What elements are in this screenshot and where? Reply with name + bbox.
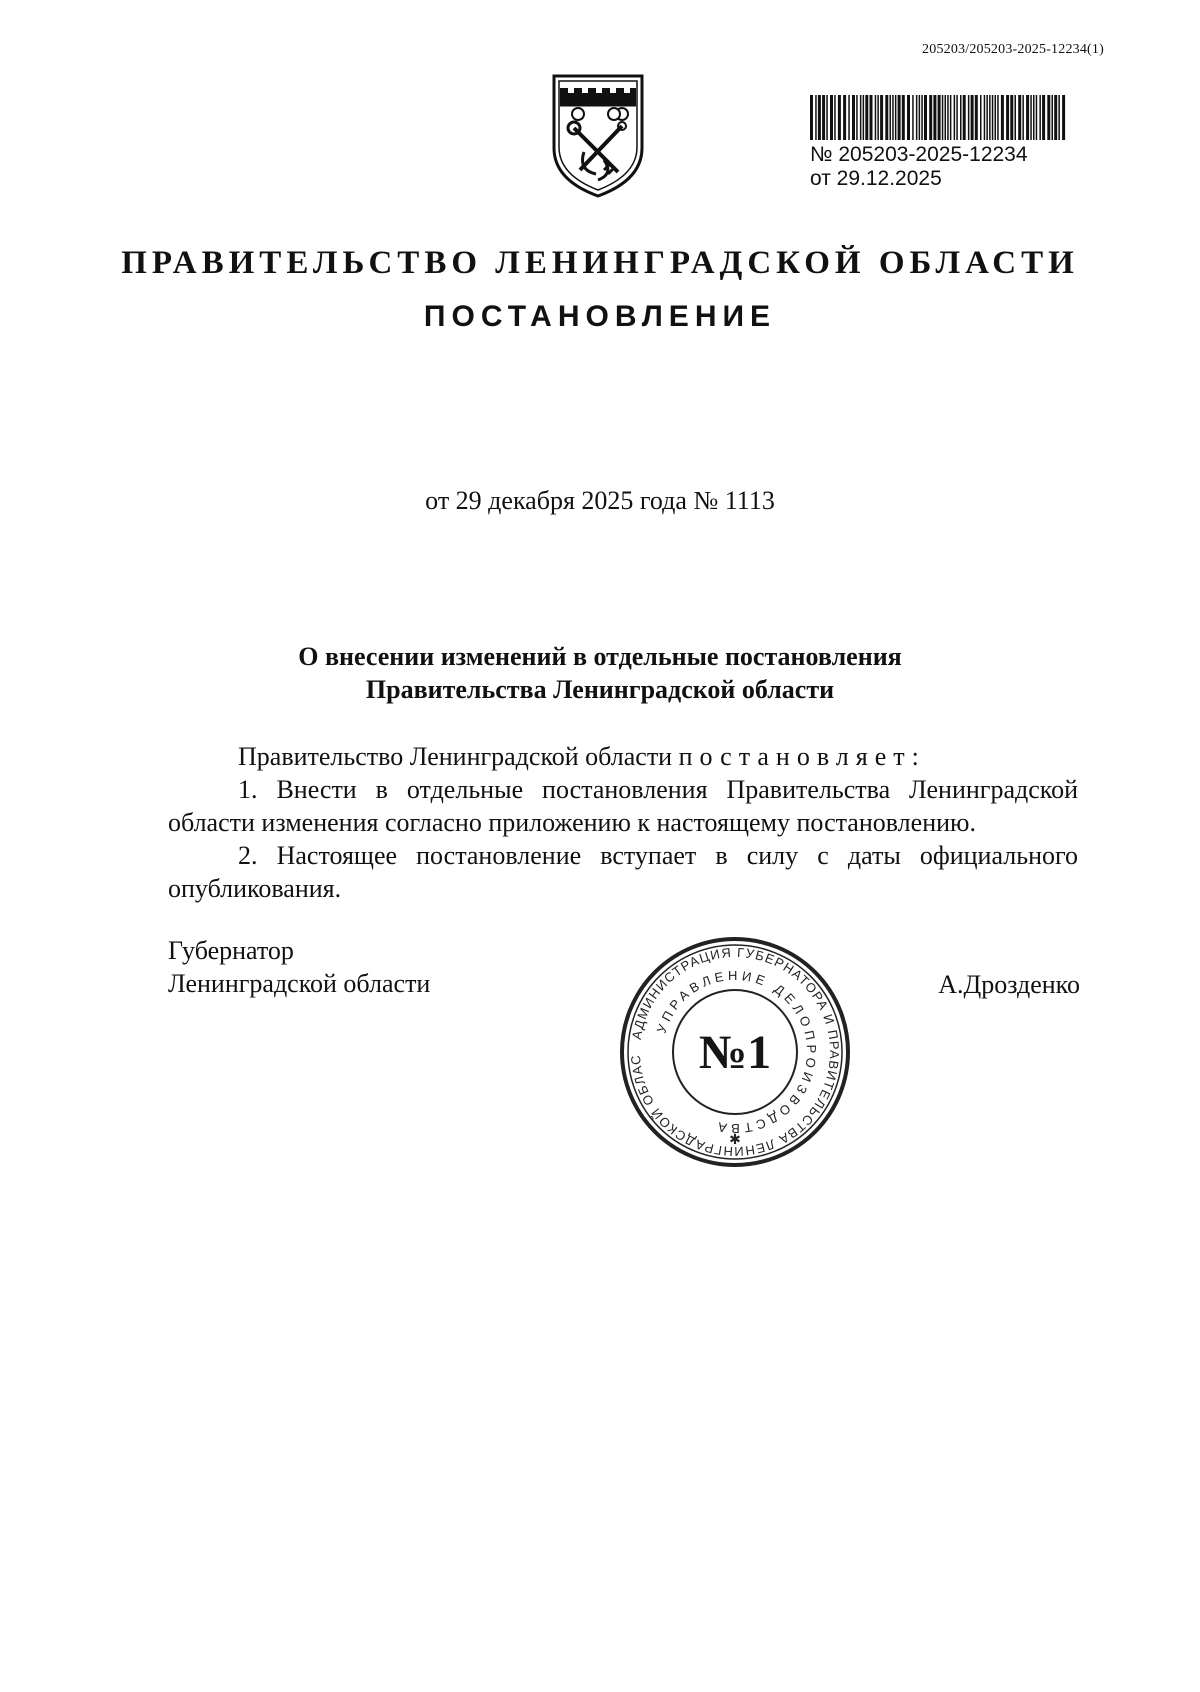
coat-of-arms-icon <box>548 70 648 200</box>
official-stamp <box>615 932 855 1172</box>
signatory-name: А.Дрозденко <box>938 970 1080 999</box>
document-body <box>168 740 1078 905</box>
body-item-2: 2. Настоящее постановление вступает в силу с даты официального опубликования. <box>168 841 1078 903</box>
document-id-top: 205203/205203-2025-12234(1) <box>922 42 1104 57</box>
intro-verb: постановляет: <box>678 742 926 771</box>
document-date-number: от 29 декабря 2025 года № 1113 <box>425 486 775 515</box>
registration-date: от 29.12.2025 <box>810 167 942 190</box>
svg-text:✱: ✱ <box>729 1133 741 1148</box>
barcode <box>810 95 1068 140</box>
subject-line-2: Правительства Ленинградской области <box>365 675 835 704</box>
registration-number: № 205203-2025-12234 <box>810 143 1028 166</box>
document-subject <box>0 640 1200 706</box>
subject-line-1: О внесении изменений в отдельные постановления <box>298 642 902 671</box>
signatory-position <box>168 934 430 1000</box>
stamp-outer-text: АДМИНИСТРАЦИЯ ГУБЕРНАТОРА И ПРАВИТЕЛЬСТВА ЛЕНИНГРАДСКОЙ ОБЛАС <box>627 944 843 1160</box>
government-title: ПРАВИТЕЛЬСТВО ЛЕНИНГРАДСКОЙ ОБЛАСТИ <box>121 245 1079 281</box>
stamp-inner-text: УПРАВЛЕНИЕ ДЕЛОПРОИЗВОДСТВА <box>653 967 820 1137</box>
position-line-2: Ленинградской области <box>168 969 431 998</box>
stamp-number: №1 <box>698 1025 772 1079</box>
position-line-1: Губернатор <box>168 936 294 965</box>
body-intro <box>168 740 1078 773</box>
registration-block <box>810 95 1080 191</box>
document-type: ПОСТАНОВЛЕНИЕ <box>423 300 777 333</box>
body-item-1: 1. Внести в отдельные постановления Правительства Ленинградской области изменения согласно приложению к настоящему постановлению. <box>168 775 1078 837</box>
intro-text: Правительство Ленинградской области <box>238 742 679 771</box>
